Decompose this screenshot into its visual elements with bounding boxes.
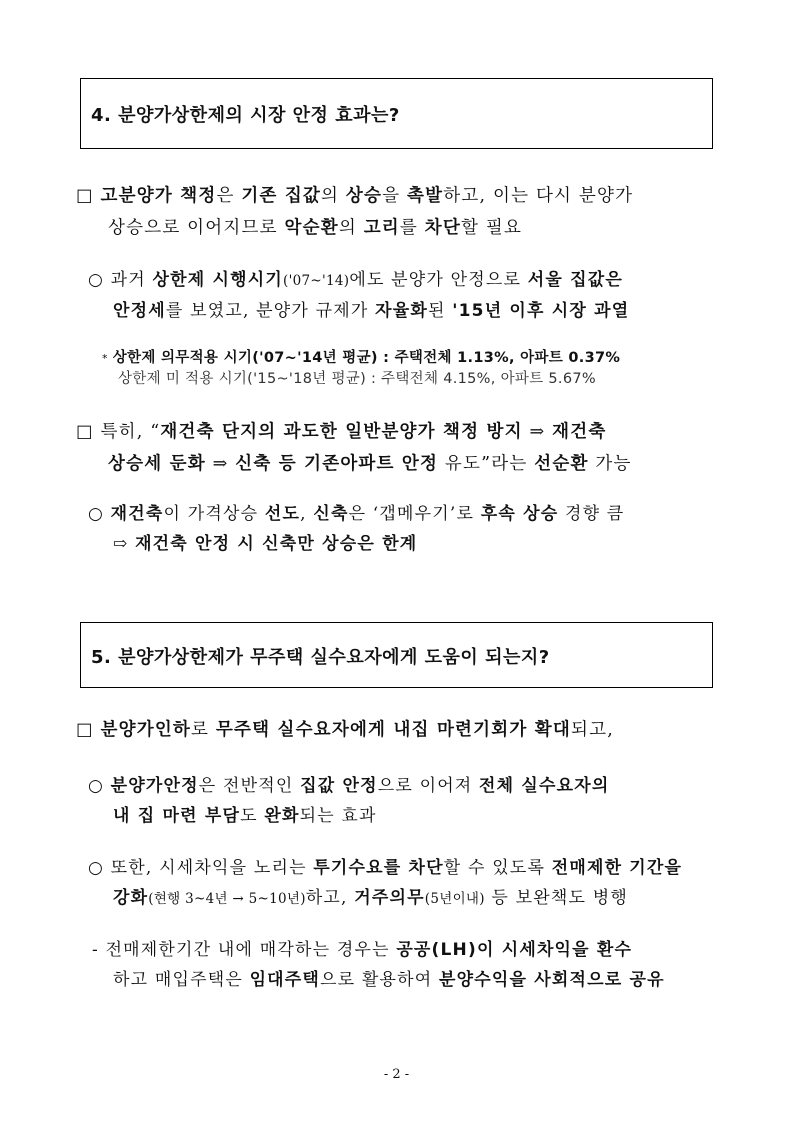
text: 후속 상승: [480, 504, 559, 524]
text: (5년이내): [424, 891, 485, 907]
circle-marker: ○: [88, 504, 105, 524]
s5-p3: [88, 853, 682, 878]
text: 특히, “: [100, 422, 161, 442]
s4-note1: [102, 346, 620, 367]
s4-p2b: [113, 296, 629, 321]
asterisk-marker: *: [102, 352, 108, 365]
s5-p2: [88, 771, 610, 796]
text: 하고 매입주택은: [113, 970, 250, 990]
text: 를: [399, 218, 425, 238]
text: 경향 큼: [558, 504, 625, 524]
section5-heading: 5. 분양가상한제가 무주택 실수요자에게 도움이 되는지?: [91, 647, 550, 668]
s5-p1: [76, 716, 614, 741]
text: 서울 집값은: [527, 270, 623, 290]
section4-heading: 4. 분양가상한제의 시장 안정 효과는?: [91, 105, 400, 126]
checkbox-marker: □: [76, 422, 94, 442]
text: 선도: [264, 504, 301, 524]
s5-p2b: [113, 801, 377, 826]
text: 촉발: [407, 186, 444, 206]
text: 된: [428, 301, 453, 321]
text: (현행 3~4년 → 5~10년): [148, 891, 306, 907]
arrow-right-icon: ⇨: [113, 534, 136, 554]
s4-p1b: [108, 214, 522, 239]
text: 상승으로 이어지므로: [108, 218, 285, 238]
text: 재건축 안정 시 신축만 상승은 한계: [135, 534, 418, 554]
circle-marker: ○: [88, 270, 105, 290]
s5-p3b: [113, 883, 628, 908]
text: 에도 분양가 안정으로: [349, 270, 528, 290]
s4-p5: [88, 499, 624, 524]
text: 유도”라는: [438, 454, 535, 474]
dash-marker: -: [92, 940, 99, 960]
text: 임대주택: [249, 970, 321, 990]
text: 신축 등 기존아파트 안정: [235, 454, 439, 474]
s4-p4b: [108, 450, 632, 475]
text: 상승세 둔화: [108, 454, 206, 474]
text: 가능: [588, 454, 632, 474]
text: 분양수익을 사회적으로 공유: [439, 970, 665, 990]
text: 상승: [345, 186, 383, 206]
text: ('07~'14): [283, 273, 350, 289]
section4-heading-box: [80, 78, 713, 149]
text: 재건축 단지의 과도한 일반분양가 책정 방지: [160, 422, 523, 442]
text: 재건축: [552, 422, 607, 442]
text: 은: [216, 186, 242, 206]
text: 완화: [264, 806, 300, 826]
s5-p4b: [113, 965, 665, 990]
text: 강화: [113, 888, 149, 908]
text: 차단: [424, 218, 461, 238]
text: 자율화: [375, 301, 428, 321]
text: 전매제한기간 내에 매각하는 경우는: [105, 940, 397, 960]
checkbox-marker: □: [76, 720, 94, 740]
text: 분양가안정: [110, 776, 199, 796]
text: 고분양가 책정: [100, 186, 217, 206]
text: 분양가인하: [100, 720, 192, 740]
text: 상한제 의무적용 시기('07~'14년 평균) : 주택전체 1.13%, 아파트 0.37%: [112, 350, 621, 366]
text: 또한, 시세차익을 노리는: [110, 858, 314, 878]
circle-marker: ○: [88, 776, 105, 796]
text: 전체 실수요자의: [479, 776, 610, 796]
text: 되고,: [570, 720, 614, 740]
s4-p5b: [113, 529, 417, 554]
text: 고리: [363, 218, 400, 238]
text: 이 가격상승: [163, 504, 265, 524]
text: 하고, 이는 다시 분양가: [443, 186, 634, 206]
text: 신축: [313, 504, 349, 524]
text: 투기수요를 차단: [313, 858, 444, 878]
text: 하고,: [305, 888, 355, 908]
text: ,: [300, 504, 314, 524]
text: ⇒: [522, 422, 553, 442]
checkbox-marker: □: [76, 186, 94, 206]
text: 상한제 시행시기: [152, 270, 283, 290]
text: 안정세: [113, 301, 166, 321]
text: 할 수 있도록: [443, 858, 552, 878]
text: 재건축: [110, 504, 164, 524]
text: 기존 집값: [241, 186, 322, 206]
text: 악순환: [284, 218, 339, 238]
text: 를 보였고, 분양가 규제가: [165, 301, 376, 321]
text: 으로 이어져: [377, 776, 480, 796]
section5-heading-box: [80, 622, 713, 688]
text: 의: [338, 218, 364, 238]
text: 등 보완책도 병행: [484, 888, 628, 908]
text: 선순환: [534, 454, 589, 474]
s4-p4: [76, 418, 606, 443]
page-number: - 2 -: [383, 1067, 410, 1082]
text: 거주의무: [354, 888, 425, 908]
text: 상한제 미 적용 시기('15~'18년 평균) : 주택전체 4.15%, 아파트 5.67%: [118, 371, 596, 387]
text: 내 집 마련 부담: [113, 806, 241, 826]
text: 공공(LH)이 시세차익을 환수: [396, 940, 633, 960]
s4-note2: [118, 367, 596, 388]
text: ⇒: [205, 454, 236, 474]
text: 은 ‘갭메우기’로: [348, 504, 481, 524]
text: 도: [240, 806, 265, 826]
s4-p2: [88, 265, 623, 290]
text: 의: [321, 186, 346, 206]
text: '15년 이후 시장 과열: [452, 301, 630, 321]
text: 로: [191, 720, 216, 740]
text: 으로 활용하여: [320, 970, 440, 990]
circle-marker: ○: [88, 858, 105, 878]
text: 집값 안정: [300, 776, 378, 796]
text: 은 전반적인: [198, 776, 301, 796]
text: 할 필요: [461, 218, 523, 238]
s5-p4: [92, 935, 632, 960]
s4-p1: [76, 182, 633, 207]
text: 전매제한 기간을: [551, 858, 683, 878]
text: 을: [382, 186, 408, 206]
text: 과거: [110, 270, 153, 290]
text: 무주택 실수요자에게 내집 마련기회가 확대: [215, 720, 571, 740]
text: 되는 효과: [299, 806, 377, 826]
